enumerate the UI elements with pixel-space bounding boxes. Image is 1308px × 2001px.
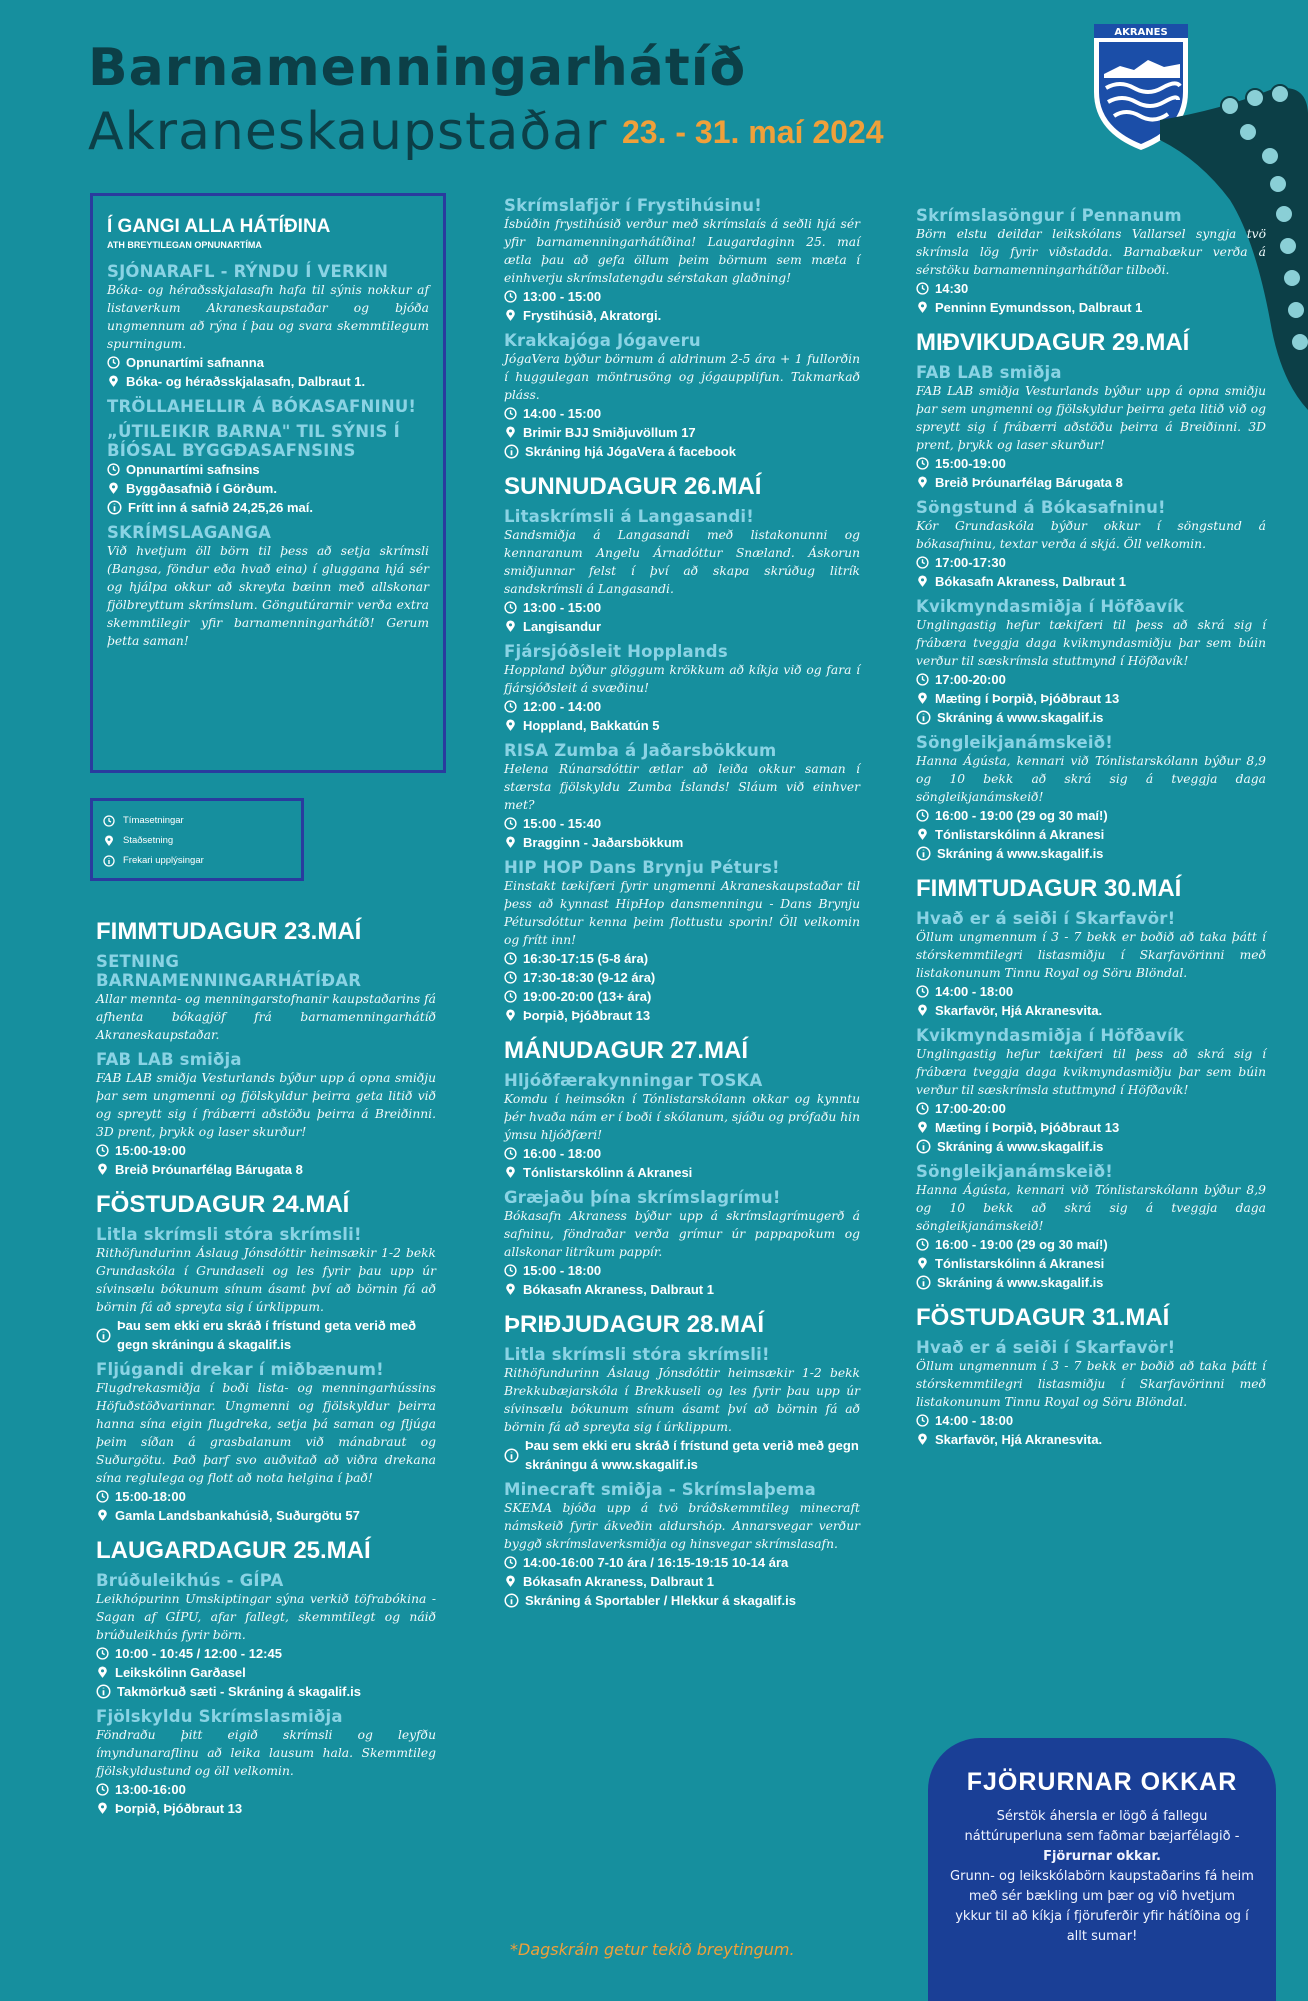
clock-icon bbox=[96, 1490, 109, 1503]
event-place bbox=[916, 689, 1266, 708]
legend-box bbox=[90, 798, 304, 881]
event-place-text: Tónlistarskólinn á Akranesi bbox=[935, 1256, 1105, 1271]
event-description: Kór Grundaskóla býður okkur í söngstund á bókasafninu, textar verða á skjá. Öll velkomin. bbox=[916, 519, 1266, 551]
event-title: Hljóðfærakynningar TOSKA bbox=[504, 1071, 763, 1090]
event-place-text: Skarfavör, Hjá Akranesvita. bbox=[935, 1003, 1103, 1018]
event-info bbox=[504, 442, 860, 461]
pin-icon bbox=[916, 575, 929, 588]
event-time bbox=[916, 1235, 1266, 1254]
event-info-text: Skráning á www.skagalif.is bbox=[937, 846, 1104, 861]
event-place-text: Bóka- og héraðsskjalasafn, Dalbraut 1. bbox=[126, 374, 366, 389]
event-time bbox=[916, 1099, 1266, 1118]
event-description: Öllum ungmennum í 3 - 7 bekk er boðið að taka þátt í stórskemmtilegri listasmiðju í Skarfavörinni með listakonunum Tinnu Royal og Söru Blöndal. bbox=[916, 930, 1266, 980]
event-title: HIP HOP Dans Brynju Péturs! bbox=[504, 858, 780, 877]
pin-icon bbox=[504, 620, 517, 633]
event-title: SKRÍMSLAGANGA bbox=[107, 523, 272, 542]
event-place-text: Skarfavör, Hjá Akranesvita. bbox=[935, 1432, 1103, 1447]
event-time bbox=[916, 1411, 1266, 1430]
event-title: Græjaðu þína skrímslagrímu! bbox=[504, 1188, 781, 1207]
day-heading: LAUGARDAGUR 25.MAÍ bbox=[96, 1537, 371, 1564]
event-place bbox=[916, 1001, 1266, 1020]
event-description: Unglingastig hefur tækifæri til þess að skrá sig í frábæra tveggja daga kvikmyndasmiðju þar sem búin verður til sæskrímsla stuttmynd í Höfðavík! bbox=[916, 618, 1266, 668]
event-time bbox=[504, 987, 860, 1006]
event-description: Ísbúðin frystihúsið verður með skrímslaís á seðli hjá sér yfir barnamenningarhátíðina! Laugardaginn 25. maí ætla þau að gefa öllum þeim börnum sem mæta í einhverju skrímslatengdu sérstakan glaðning! bbox=[504, 217, 860, 285]
event-time bbox=[916, 279, 1266, 298]
event-title: SETNING BARNAMENNINGARHÁTÍÐAR bbox=[96, 952, 362, 990]
event-place-text: Mæting í Þorpið, Þjóðbraut 13 bbox=[935, 1120, 1120, 1135]
day-heading: ÞRIÐJUDAGUR 28.MAÍ bbox=[504, 1311, 765, 1338]
event-info bbox=[107, 498, 429, 517]
event-description: Hanna Ágústa, kennari við Tónlistarskólann býður 8,9 og 10 bekk að skrá sig á tveggja daga söngleikjanámskeið! bbox=[916, 754, 1266, 804]
event-info-text: Þau sem ekki eru skráð í frístund geta verið með gegn skráningu á www.skagalif.is bbox=[525, 1438, 859, 1472]
event-place-text: Mæting í Þorpið, Þjóðbraut 13 bbox=[935, 691, 1120, 706]
event-place-text: Þorpið, Þjóðbraut 13 bbox=[523, 1008, 651, 1023]
pin-icon bbox=[96, 1509, 109, 1522]
event-description: Allar mennta- og menningarstofnanir kaupstaðarins fá afhenta bókagjöf frá barnamenningarhátíð Akraneskaupstaðar. bbox=[96, 992, 436, 1042]
pin-icon bbox=[504, 1166, 517, 1179]
event-place-text: Langisandur bbox=[523, 619, 602, 634]
info-icon bbox=[916, 1275, 931, 1290]
title-line-2: Akraneskaupstaðar bbox=[88, 102, 608, 162]
event-place-text: Leikskólinn Garðasel bbox=[115, 1665, 246, 1680]
event-time-text: Opnunartími safnsins bbox=[126, 462, 260, 477]
event-place bbox=[107, 479, 429, 498]
event-description: Föndraðu þitt eigið skrímsli og leyfðu ímyndunaraflinu að leika lausum hala. Skemmtileg fjölskyldustund og öll velkomin. bbox=[96, 1728, 436, 1778]
column-1 bbox=[96, 906, 436, 1818]
event-info-text: Frítt inn á safnið 24,25,26 maí. bbox=[128, 500, 313, 515]
clock-icon bbox=[504, 700, 517, 713]
event-info bbox=[96, 1682, 436, 1701]
clock-icon bbox=[916, 1414, 929, 1427]
event-info-text: Skráning á www.skagalif.is bbox=[937, 1139, 1104, 1154]
event-time-text: 14:00 - 15:00 bbox=[523, 406, 602, 421]
event-description: Börn elstu deildar leikskólans Vallarsel syngja tvö skrímsla lög fyrir viðstadda. Barnabækur verða á sérstöku barnamenningarhátíðar tilboði. bbox=[916, 227, 1266, 277]
clock-icon bbox=[504, 601, 517, 614]
clock-icon bbox=[916, 1238, 929, 1251]
clock-icon bbox=[916, 556, 929, 569]
event-place bbox=[96, 1663, 436, 1682]
clock-icon bbox=[504, 290, 517, 303]
pin-icon bbox=[96, 1666, 109, 1679]
box-header bbox=[107, 216, 429, 256]
event-info bbox=[916, 844, 1266, 863]
event-info bbox=[504, 1436, 860, 1474]
event-time-text: 14:30 bbox=[935, 281, 969, 296]
box-subtitle: ATH BREYTILEGAN OPNUNARTÍMA bbox=[107, 240, 262, 250]
pin-icon bbox=[916, 1121, 929, 1134]
event-description: Bókasafn Akraness býður upp á skrímslagrímugerð á safninu, föndraðar verða grímur úr pappapokum og allskonar litríkum pappír. bbox=[504, 1209, 860, 1259]
event-info-text: Skráning á www.skagalif.is bbox=[937, 1275, 1104, 1290]
info-icon bbox=[916, 846, 931, 861]
event-time-text: Opnunartími safnanna bbox=[126, 355, 264, 370]
event-place bbox=[916, 1430, 1266, 1449]
event-title: FAB LAB smiðja bbox=[916, 363, 1062, 382]
clock-icon bbox=[504, 952, 517, 965]
event-place-text: Hoppland, Bakkatún 5 bbox=[523, 718, 660, 733]
crest-text: AKRANES bbox=[1114, 27, 1168, 38]
event-time-text: 16:30-17:15 (5-8 ára) bbox=[523, 951, 649, 966]
info-icon bbox=[107, 500, 122, 515]
info-icon bbox=[96, 1684, 111, 1699]
event-time bbox=[504, 1261, 860, 1280]
event-time bbox=[504, 1553, 860, 1572]
pin-icon bbox=[504, 836, 517, 849]
legend-time: Tímasetningar bbox=[103, 811, 291, 831]
festival-dates: 23. - 31. maí 2024 bbox=[622, 114, 884, 150]
clock-icon bbox=[504, 971, 517, 984]
info-icon bbox=[504, 444, 519, 459]
legend-info: Frekari upplýsingar bbox=[103, 851, 291, 871]
event-info-text: Takmörkuð sæti - Skráning á skagalif.is bbox=[117, 1684, 361, 1699]
clock-icon bbox=[504, 407, 517, 420]
info-icon bbox=[916, 710, 931, 725]
event-description: FAB LAB smiðja Vesturlands býður upp á opna smiðju þar sem ungmenni og fjölskyldur þeirra geta litið við og spreytt sig í frábærri aðstöðu þeirra á Breiðinni. 3D prent, þrykk og laser skurður! bbox=[916, 384, 1266, 452]
event-info bbox=[916, 1273, 1266, 1292]
clock-icon bbox=[96, 1144, 109, 1157]
event-time bbox=[916, 806, 1266, 825]
event-place bbox=[916, 298, 1266, 317]
event-time bbox=[96, 1780, 436, 1799]
event-time-text: 14:00 - 18:00 bbox=[935, 1413, 1014, 1428]
event-description: FAB LAB smiðja Vesturlands býður upp á opna smiðju þar sem ungmenni og fjölskyldur þeirra geta litið við og spreytt sig í frábærri aðstöðu þeirra á Breiðinni. 3D prent, þrykk og laser skurður! bbox=[96, 1071, 436, 1139]
event-info bbox=[916, 708, 1266, 727]
event-place bbox=[504, 423, 860, 442]
event-time-text: 15:00 - 18:00 bbox=[523, 1263, 602, 1278]
event-place bbox=[916, 572, 1266, 591]
info-icon bbox=[504, 1593, 519, 1608]
event-time-text: 15:00-19:00 bbox=[115, 1143, 186, 1158]
change-note: *Dagskráin getur tekið breytingum. bbox=[510, 1940, 795, 1959]
event-time bbox=[916, 553, 1266, 572]
event-time bbox=[504, 404, 860, 423]
event-place bbox=[96, 1160, 436, 1179]
event-time-text: 15:00-19:00 bbox=[935, 456, 1006, 471]
event-time-text: 12:00 - 14:00 bbox=[523, 699, 602, 714]
event-time bbox=[504, 598, 860, 617]
event-title: „ÚTILEIKIR BARNA" TIL SÝNIS Í BÍÓSAL BYGGÐASAFNSINS bbox=[107, 422, 400, 460]
pin-icon bbox=[916, 476, 929, 489]
shores-box bbox=[928, 1738, 1276, 2001]
event-time bbox=[916, 982, 1266, 1001]
event-time-text: 16:00 - 19:00 (29 og 30 maí!) bbox=[935, 1237, 1108, 1252]
day-heading: MÁNUDAGUR 27.MAÍ bbox=[504, 1037, 749, 1064]
event-title: Fljúgandi drekar í miðbænum! bbox=[96, 1360, 384, 1379]
clock-icon bbox=[107, 463, 120, 476]
event-place bbox=[504, 1280, 860, 1299]
pin-icon bbox=[916, 1433, 929, 1446]
event-description: Sandsmiðja á Langasandi með listakonunni og kennaranum Angelu Árnadóttur Snæland. Áskorun smiðjunnar felst í því að skapa skrúðug litrík sandskrímsli á Langasandi. bbox=[504, 528, 860, 596]
event-description: Einstakt tækifæri fyrir ungmenni Akraneskaupstaðar til þess að kynnast HipHop dansmenningu - Dans Brynju Pétursdóttur kenna þeim flottustu sporin! Öll velkomin og frítt inn! bbox=[504, 879, 860, 947]
event-description: Helena Rúnarsdóttir ætlar að leiða okkur saman í stærsta fjölskyldu Zumba Íslands! Sláum við einhver met? bbox=[504, 762, 860, 812]
event-title: Litaskrímsli á Langasandi! bbox=[504, 507, 754, 526]
event-description: Rithöfundurinn Áslaug Jónsdóttir heimsækir 1-2 bekk Brekkubæjarskóla í Brekkuseli og les fyrir þau upp úr sívinsælu bókunum sínum ásamt því að börnin fá að börnin fá að spreyta sig í úrklippum. bbox=[504, 1366, 860, 1434]
event-description: Komdu í heimsókn í Tónlistarskólann okkar og kynntu þér hvaða nám er í boði í skólanum, sjáðu og prófaðu hin ýmsu hljóðfæri! bbox=[504, 1092, 860, 1142]
event-time bbox=[504, 1144, 860, 1163]
event-place bbox=[504, 1006, 860, 1025]
event-place bbox=[96, 1506, 436, 1525]
pin-icon bbox=[103, 835, 115, 847]
pin-icon bbox=[504, 719, 517, 732]
pin-icon bbox=[916, 1257, 929, 1270]
event-time-text: 16:00 - 18:00 bbox=[523, 1146, 602, 1161]
info-icon bbox=[504, 1448, 519, 1463]
event-place bbox=[916, 1118, 1266, 1137]
event-title: FAB LAB smiðja bbox=[96, 1050, 242, 1069]
clock-icon bbox=[107, 356, 120, 369]
event-title: Fjölskyldu Skrímslasmiðja bbox=[96, 1707, 343, 1726]
event-title: Kvikmyndasmiðja í Höfðavík bbox=[916, 1026, 1185, 1045]
all-festival-box bbox=[90, 193, 446, 773]
event-time-text: 13:00 - 15:00 bbox=[523, 289, 602, 304]
event-place-text: Gamla Landsbankahúsið, Suðurgötu 57 bbox=[115, 1508, 360, 1523]
event-title: Söngleikjanámskeið! bbox=[916, 733, 1113, 752]
pin-icon bbox=[96, 1163, 109, 1176]
column-3 bbox=[916, 200, 1266, 1449]
event-time-text: 15:00-18:00 bbox=[115, 1489, 186, 1504]
event-time-text: 17:00-17:30 bbox=[935, 555, 1006, 570]
event-time bbox=[504, 968, 860, 987]
event-description: Öllum ungmennum í 3 - 7 bekk er boðið að taka þátt í stórskemmtilegri listasmiðju í Skarfavörinni með listakonunum Tinnu Royal og Söru Blöndal. bbox=[916, 1359, 1266, 1409]
event-place bbox=[107, 372, 429, 391]
event-time bbox=[504, 949, 860, 968]
event-place bbox=[504, 716, 860, 735]
event-description: Flugdrekasmiðja í boði lista- og menningarhússins Höfuðstöðvarinnar. Ungmenni og fjölskyldur þeirra hanna sína eigin flugdreka, setja þá saman og fljúga þeim síðan á grasbalanum við mánabraut og Suðurgötu. Það þarf svo auðvitað að viðra drekana sína reglulega og flott að nota helgina í það! bbox=[96, 1381, 436, 1485]
event-time-text: 15:00 - 15:40 bbox=[523, 816, 602, 831]
event-place-text: Breið Þróunarfélag Bárugata 8 bbox=[935, 475, 1123, 490]
event-place bbox=[504, 1163, 860, 1182]
event-time bbox=[107, 460, 429, 479]
clock-icon bbox=[916, 457, 929, 470]
event-title: Söngstund á Bókasafninu! bbox=[916, 498, 1166, 517]
event-time bbox=[96, 1644, 436, 1663]
pin-icon bbox=[916, 301, 929, 314]
event-time bbox=[504, 287, 860, 306]
event-time bbox=[504, 697, 860, 716]
event-description: Unglingastig hefur tækifæri til þess að skrá sig í frábæra tveggja daga kvikmyndasmiðju þar sem búin verður til sæskrímsla stuttmynd í Höfðavík! bbox=[916, 1047, 1266, 1097]
event-title: Kvikmyndasmiðja í Höfðavík bbox=[916, 597, 1185, 616]
event-time-text: 14:00-16:00 7-10 ára / 16:15-19:15 10-14 ára bbox=[523, 1555, 789, 1570]
clock-icon bbox=[916, 282, 929, 295]
event-place-text: Bragginn - Jaðarsbökkum bbox=[523, 835, 684, 850]
event-time bbox=[916, 670, 1266, 689]
event-description: Hoppland býður glöggum krökkum að kíkja við og fara í fjársjóðsleit á svæðinu! bbox=[504, 663, 860, 695]
event-place-text: Penninn Eymundsson, Dalbraut 1 bbox=[935, 300, 1143, 315]
clock-icon bbox=[103, 815, 115, 827]
day-heading: FÖSTUDAGUR 24.MAÍ bbox=[96, 1191, 350, 1218]
pin-icon bbox=[107, 482, 120, 495]
event-time-text: 16:00 - 19:00 (29 og 30 maí!) bbox=[935, 808, 1108, 823]
day-heading: MIÐVIKUDAGUR 29.MAÍ bbox=[916, 329, 1190, 356]
event-description: Við hvetjum öll börn til þess að setja skrímsli (Bangsa, föndur eða hvað eina) í gluggana hjá sér og hjálpa okkur að skreyta bæinn með allskonar fjölbreyttum skrímslum. Göngutúrarnir verða extra skemmtilegir yfir barnamenningarhátíð! Gerum þetta saman! bbox=[107, 544, 429, 648]
event-time-text: 13:00 - 15:00 bbox=[523, 600, 602, 615]
event-title: TRÖLLAHELLIR Á BÓKASAFNINU! bbox=[107, 397, 417, 416]
clock-icon bbox=[916, 809, 929, 822]
event-place-text: Breið Þróunarfélag Bárugata 8 bbox=[115, 1162, 303, 1177]
column-2 bbox=[504, 190, 860, 1610]
clock-icon bbox=[96, 1647, 109, 1660]
event-time bbox=[916, 454, 1266, 473]
event-time-text: 17:30-18:30 (9-12 ára) bbox=[523, 970, 656, 985]
pin-icon bbox=[504, 1009, 517, 1022]
info-icon bbox=[916, 1139, 931, 1154]
clock-icon bbox=[916, 1102, 929, 1115]
event-info-text: Skráning á www.skagalif.is bbox=[937, 710, 1104, 725]
event-place bbox=[504, 617, 860, 636]
event-time-text: 10:00 - 10:45 / 12:00 - 12:45 bbox=[115, 1646, 282, 1661]
pin-icon bbox=[107, 375, 120, 388]
event-time-text: 19:00-20:00 (13+ ára) bbox=[523, 989, 652, 1004]
event-title: Litla skrímsli stóra skrímsli! bbox=[96, 1225, 362, 1244]
event-place-text: Frystihúsið, Akratorgi. bbox=[523, 308, 662, 323]
event-place bbox=[504, 1572, 860, 1591]
pin-icon bbox=[504, 309, 517, 322]
event-place-text: Bókasafn Akraness, Dalbraut 1 bbox=[523, 1574, 714, 1589]
shores-title: FJÖRURNAR OKKAR bbox=[966, 1768, 1238, 1796]
clock-icon bbox=[504, 1147, 517, 1160]
event-info-text: Skráning hjá JógaVera á facebook bbox=[525, 444, 736, 459]
event-info bbox=[916, 1137, 1266, 1156]
pin-icon bbox=[96, 1802, 109, 1815]
event-place-text: Tónlistarskólinn á Akranesi bbox=[523, 1165, 693, 1180]
legend-place: Staðsetning bbox=[103, 831, 291, 851]
box-title: Í GANGI ALLA HÁTÍÐINA bbox=[107, 216, 331, 237]
event-info-text: Þau sem ekki eru skráð í frístund geta verið með gegn skráningu á skagalif.is bbox=[117, 1318, 417, 1352]
clock-icon bbox=[504, 1264, 517, 1277]
clock-icon bbox=[504, 817, 517, 830]
event-place bbox=[504, 833, 860, 852]
event-description: Rithöfundurinn Áslaug Jónsdóttir heimsækir 1-2 bekk Grundaskóla í Grundaseli og les fyrir þau upp úr sívinsælu bókunum sínum ásamt því að börnin fá að börnin fá að spreyta sig í úrklippum. bbox=[96, 1246, 436, 1314]
event-place bbox=[916, 1254, 1266, 1273]
event-time bbox=[504, 814, 860, 833]
event-title: Hvað er á seiði í Skarfavör! bbox=[916, 909, 1176, 928]
event-place bbox=[916, 825, 1266, 844]
day-heading: FIMMTUDAGUR 30.MAÍ bbox=[916, 875, 1182, 902]
event-time bbox=[96, 1141, 436, 1160]
event-time-text: 14:00 - 18:00 bbox=[935, 984, 1014, 999]
clock-icon bbox=[916, 985, 929, 998]
event-place-text: Bókasafn Akraness, Dalbraut 1 bbox=[935, 574, 1126, 589]
clock-icon bbox=[504, 1556, 517, 1569]
event-description: Bóka- og héraðsskjalasafn hafa til sýnis nokkur af listaverkum Akraneskaupstaðar og bjóða ungmennum að rýna í þau og svara skemmtilegum spurningum. bbox=[107, 283, 429, 351]
event-title: Skrímslafjör í Frystihúsinu! bbox=[504, 196, 762, 215]
pin-icon bbox=[504, 1283, 517, 1296]
event-description: JógaVera býður börnum á aldrinum 2-5 ára + 1 fullorðin í huggulegan möntrusöng og jógaupplifun. Takmarkað pláss. bbox=[504, 352, 860, 402]
event-place-text: Brimir BJJ Smiðjuvöllum 17 bbox=[523, 425, 696, 440]
pin-icon bbox=[916, 1004, 929, 1017]
event-title: SJÓNARAFL - RÝNDU Í VERKIN bbox=[107, 262, 389, 281]
event-info bbox=[504, 1591, 860, 1610]
day-heading: SUNNUDAGUR 26.MAÍ bbox=[504, 473, 762, 500]
event-description: SKEMA bjóða upp á tvö bráðskemmtileg minecraft námskeið fyrir ákveðin aldurshóp. Annarsvegar verður byggð skrímslaverksmiðja og hinsvegar skrímslasafn. bbox=[504, 1501, 860, 1551]
title-line-1: Barnamenningarhátíð bbox=[88, 38, 747, 98]
info-icon bbox=[103, 855, 115, 867]
pin-icon bbox=[916, 828, 929, 841]
event-title: Fjársjóðsleit Hopplands bbox=[504, 642, 728, 661]
event-title: Skrímslasöngur í Pennanum bbox=[916, 206, 1182, 225]
event-place-text: Bókasafn Akraness, Dalbraut 1 bbox=[523, 1282, 714, 1297]
event-title: Litla skrímsli stóra skrímsli! bbox=[504, 1345, 770, 1364]
event-title: Söngleikjanámskeið! bbox=[916, 1162, 1113, 1181]
event-description: Hanna Ágústa, kennari við Tónlistarskólann býður 8,9 og 10 bekk að skrá sig á tveggja daga söngleikjanámskeið! bbox=[916, 1183, 1266, 1233]
event-place bbox=[916, 473, 1266, 492]
pin-icon bbox=[504, 1575, 517, 1588]
pin-icon bbox=[504, 426, 517, 439]
event-title: Krakkajóga Jógaveru bbox=[504, 331, 701, 350]
event-place-text: Þorpið, Þjóðbraut 13 bbox=[115, 1801, 243, 1816]
event-place bbox=[504, 306, 860, 325]
info-icon bbox=[96, 1328, 111, 1343]
clock-icon bbox=[916, 673, 929, 686]
clock-icon bbox=[504, 990, 517, 1003]
event-description: Leikhópurinn Umskiptingar sýna verkið töfrabókina - Sagan af GÍPU, afar fallegt, skemmtilegt og náið brúðuleikhús fyrir börn. bbox=[96, 1592, 436, 1642]
event-place-text: Byggðasafnið í Görðum. bbox=[126, 481, 277, 496]
event-time bbox=[96, 1487, 436, 1506]
event-time-text: 17:00-20:00 bbox=[935, 1101, 1006, 1116]
event-time-text: 13:00-16:00 bbox=[115, 1782, 186, 1797]
day-heading: FÖSTUDAGUR 31.MAÍ bbox=[916, 1304, 1170, 1331]
shores-text: Sérstök áhersla er lögð á fallegu náttúruperluna sem faðmar bæjarfélagið - Fjörurnar okkar. Grunn- og leikskólabörn kaupstaðarins fá heim með sér bækling um þær og við hvetjum ykkur til að kíkja í fjöruferðir yfir hátíðina og í allt sumar! bbox=[950, 1809, 1254, 1944]
event-time bbox=[107, 353, 429, 372]
event-place bbox=[96, 1799, 436, 1818]
event-title: Brúðuleikhús - GÍPA bbox=[96, 1571, 284, 1590]
event-time-text: 17:00-20:00 bbox=[935, 672, 1006, 687]
event-title: RISA Zumba á Jaðarsbökkum bbox=[504, 741, 777, 760]
event-place-text: Tónlistarskólinn á Akranesi bbox=[935, 827, 1105, 842]
event-title: Hvað er á seiði í Skarfavör! bbox=[916, 1338, 1176, 1357]
event-info-text: Skráning á Sportabler / Hlekkur á skagalif.is bbox=[525, 1593, 796, 1608]
event-info bbox=[96, 1316, 436, 1354]
event-title: Minecraft smiðja - Skrímslaþema bbox=[504, 1480, 816, 1499]
clock-icon bbox=[96, 1783, 109, 1796]
pin-icon bbox=[916, 692, 929, 705]
day-heading: FIMMTUDAGUR 23.MAÍ bbox=[96, 918, 362, 945]
